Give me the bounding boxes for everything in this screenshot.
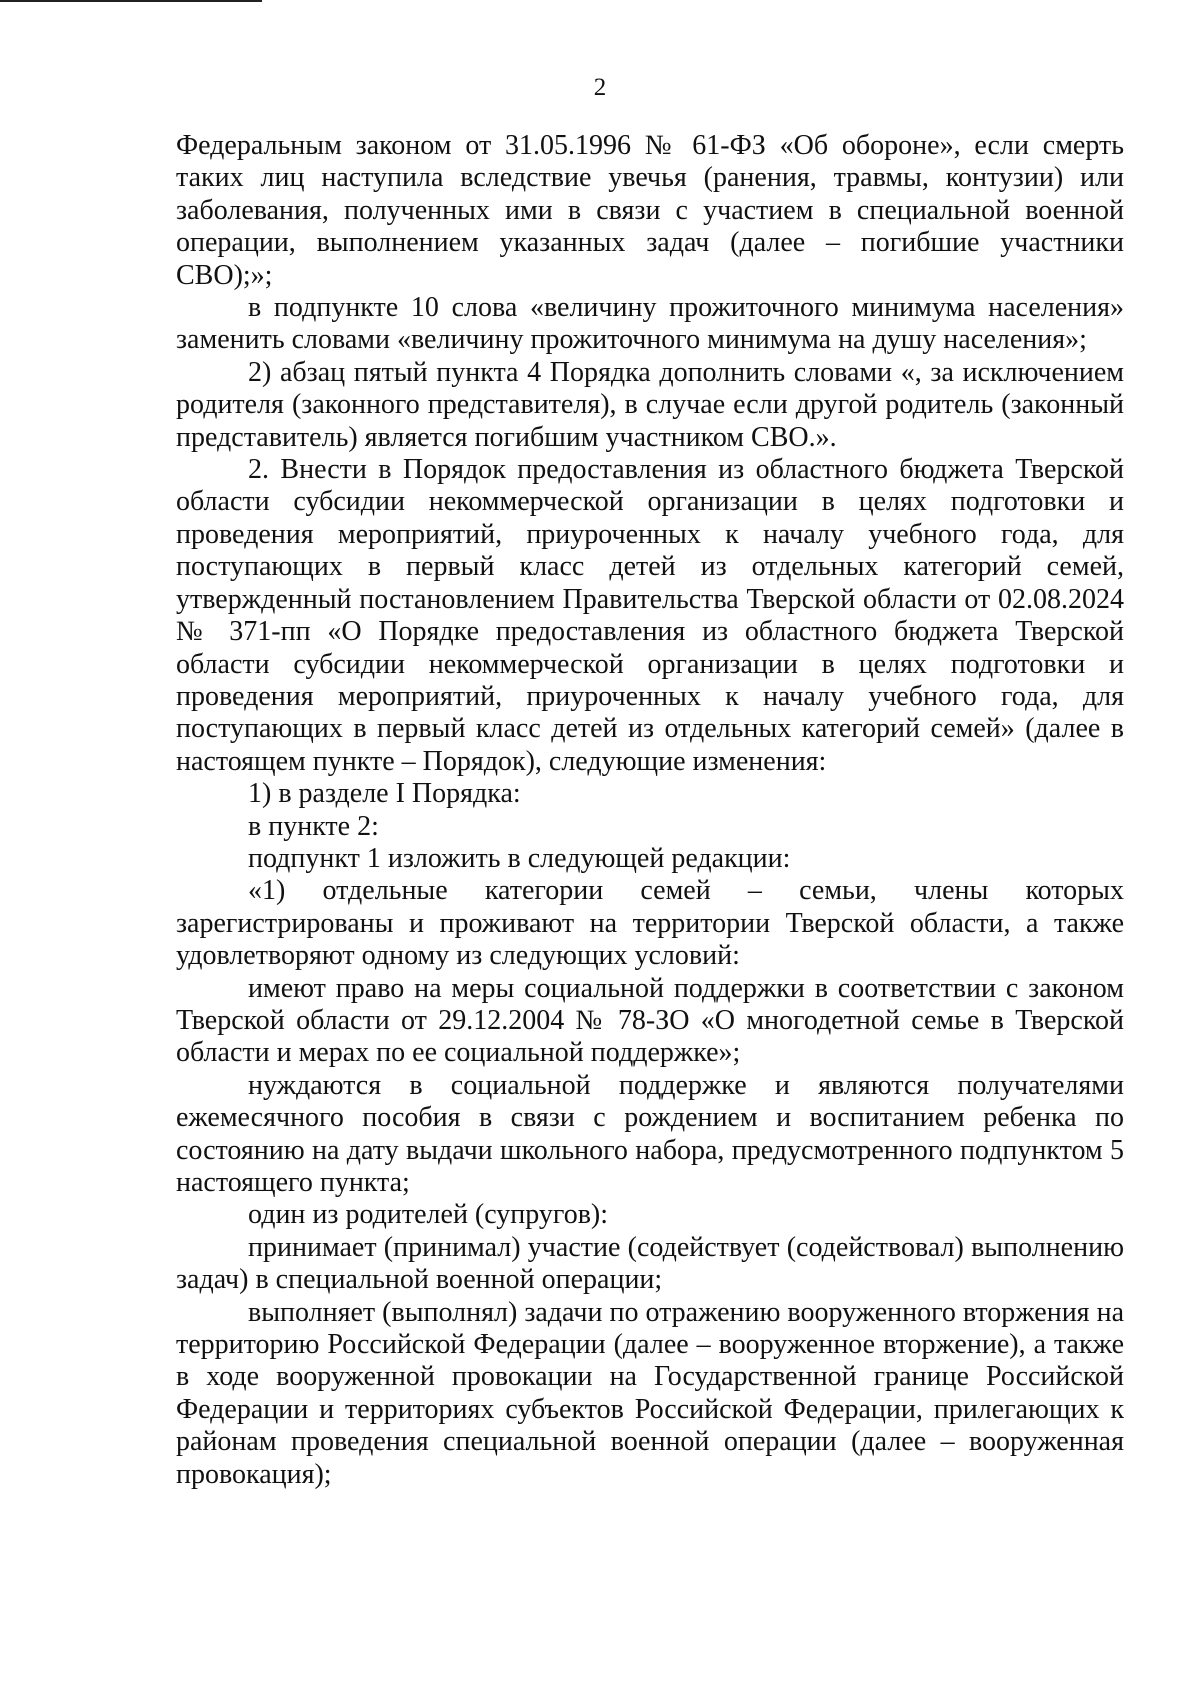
paragraph: имеют право на меры социальной поддержки в соответствии с законом Тверской области от 29.12.2004 № 78-ЗО «О многодетной семье в Тверской области и мерах по ее социальной поддержке»;	[176, 972, 1124, 1069]
paragraph: принимает (принимал) участие (содействует (содействовал) выполнению задач) в специальной военной операции;	[176, 1231, 1124, 1296]
paragraph: «1) отдельные категории семей – семьи, члены которых зарегистрированы и проживают на территории Тверской области, а также удовлетворяют одному из следующих условий:	[176, 875, 1124, 972]
paragraph: 2) абзац пятый пункта 4 Порядка дополнить словами «, за исключением родителя (законного представителя), в случае если другой родитель (законный представитель) является погибшим участником СВО.».	[176, 356, 1124, 453]
paragraph: нуждаются в социальной поддержке и являются получателями ежемесячного пособия в связи с рождением и воспитанием ребенка по состоянию на дату выдачи школьного набора, предусмотренного подпунктом 5 настоящего пункта;	[176, 1069, 1124, 1198]
paragraph: подпункт 1 изложить в следующей редакции:	[248, 842, 791, 874]
paragraph: 2. Внести в Порядок предоставления из областного бюджета Тверской области субсидии некоммерческой организации в целях подготовки и проведения мероприятий, приуроченных к началу учебного года, для поступающих в первый класс детей из отдельных категорий семей, утвержденный постановлением Правительства Тверской области от 02.08.2024 № 371-пп «О Порядке предоставления из областного бюджета Тверской области субсидии некоммерческой организации в целях подготовки и проведения мероприятий, приуроченных к началу учебного года, для поступающих в первый класс детей из отдельных категорий семей» (далее в настоящем пункте – Порядок), следующие изменения:	[176, 454, 1124, 777]
paragraph-continuation: Федеральным законом от 31.05.1996 № 61-ФЗ «Об обороне», если смерть таких лиц наступила вследствие увечья (ранения, травмы, контузии) или заболевания, полученных ими в связи с участием в специальной военной операции, выполнением указанных задач (далее – погибшие участники СВО);»;	[176, 130, 1124, 291]
paragraph: выполняет (выполнял) задачи по отражению вооруженного вторжения на территорию Российской Федерации (далее – вооруженное вторжение), а также в ходе вооруженной провокации на Государственной границе Российской Федерации и территориях субъектов Российской Федерации, прилегающих к районам проведения специальной военной операции (далее – вооруженная провокация);	[176, 1296, 1124, 1490]
paragraph: в подпункте 10 слова «величину прожиточного минимума населения» заменить словами «величину прожиточного минимума на душу населения»;	[176, 292, 1124, 356]
paragraph: один из родителей (супругов):	[248, 1199, 609, 1231]
document-body	[176, 130, 1124, 1491]
scan-edge-line	[0, 0, 262, 2]
page-number: 2	[593, 74, 607, 101]
paragraph: в пункте 2:	[248, 810, 379, 842]
paragraph: 1) в разделе I Порядка:	[248, 778, 521, 810]
